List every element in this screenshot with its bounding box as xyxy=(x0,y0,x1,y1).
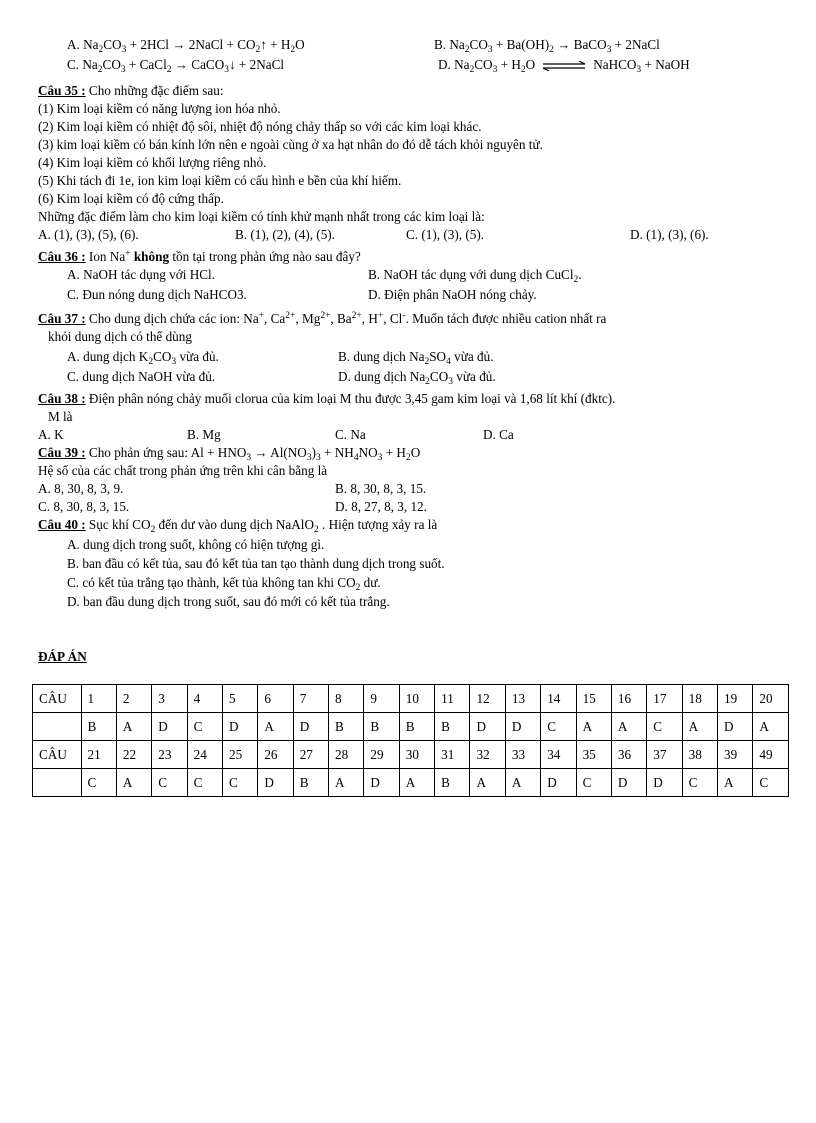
answer-number-cell: 6 xyxy=(258,685,293,713)
answer-number-cell: 7 xyxy=(293,685,328,713)
answer-number-cell: 22 xyxy=(116,741,151,769)
q36-option-b: B. NaOH tác dụng với dung dịch CuCl$_2$. xyxy=(368,267,582,285)
q36-option-d: D. Điện phân NaOH nóng chảy. xyxy=(368,287,537,302)
answer-letter-cell: B xyxy=(435,769,470,797)
q35-item: (5) Khi tách đi 1e, ion kim loại kiềm có cấu hình e bền của khí hiếm. xyxy=(38,173,402,188)
answer-letter-cell: D xyxy=(647,769,682,797)
answer-letter-cell: C xyxy=(187,713,222,741)
answer-letter-cell: A xyxy=(718,769,753,797)
answer-letter-cell: A xyxy=(116,713,151,741)
q35-question: Những đặc điểm làm cho kim loại kiềm có tính khử mạnh nhất trong các kim loại là: xyxy=(38,209,485,224)
q36-option-a: A. NaOH tác dụng với HCl. xyxy=(67,267,215,282)
answer-number-cell: 31 xyxy=(435,741,470,769)
answer-number-cell: 38 xyxy=(682,741,717,769)
answer-letter-cell: A xyxy=(611,713,646,741)
q39-option-d: D. 8, 27, 8, 3, 12. xyxy=(335,499,427,514)
answer-number-cell: 30 xyxy=(399,741,434,769)
answer-number-cell: 29 xyxy=(364,741,399,769)
answer-empty-label xyxy=(33,713,82,741)
answer-number-cell: 2 xyxy=(116,685,151,713)
answer-letter-row xyxy=(33,713,789,741)
q38-stem-line2: M là xyxy=(48,409,73,424)
answer-letter-cell: A xyxy=(576,713,611,741)
answer-number-cell: 33 xyxy=(505,741,540,769)
q35-label: Câu 35 : xyxy=(38,83,86,98)
answer-letter-cell: C xyxy=(81,769,116,797)
q37-stem: Câu 37 : Cho dung dịch chứa các ion: Na+, $Ca^{2+}$, $Mg^{2+}$, $Ba^{2+}$, H+, Cl-. Muốn tách được nhiều cation nhất ra xyxy=(38,311,607,326)
q37-options-row2 xyxy=(38,368,790,386)
answer-number-cell: 1 xyxy=(81,685,116,713)
answer-number-cell: 18 xyxy=(682,685,717,713)
answer-number-row xyxy=(33,685,789,713)
answer-letter-cell: C xyxy=(187,769,222,797)
answer-number-cell: 37 xyxy=(647,741,682,769)
answer-letter-cell: C xyxy=(152,769,187,797)
answer-letter-row xyxy=(33,769,789,797)
answer-letter-cell: B xyxy=(329,713,364,741)
answer-letter-cell: D xyxy=(611,769,646,797)
answer-letter-cell: A xyxy=(329,769,364,797)
q37-option-c: C. dung dịch NaOH vừa đủ. xyxy=(67,369,216,384)
q35-item: (4) Kim loại kiềm có khối lượng riêng nhỏ. xyxy=(38,155,267,170)
answer-letter-cell: A xyxy=(399,769,434,797)
q35-item: (6) Kim loại kiềm có độ cứng thấp. xyxy=(38,191,224,206)
q37-option-a: A. dung dịch $K_2CO_3$ vừa đủ. xyxy=(67,349,219,367)
answer-letter-cell: A xyxy=(753,713,789,741)
answer-number-cell: 9 xyxy=(364,685,399,713)
answer-header-label: CÂU xyxy=(33,685,82,713)
answer-number-cell: 3 xyxy=(152,685,187,713)
answer-letter-cell: C xyxy=(541,713,576,741)
answer-letter-cell: D xyxy=(152,713,187,741)
q39-options-row1 xyxy=(38,480,790,498)
answer-number-cell: 35 xyxy=(576,741,611,769)
answer-letter-cell: B xyxy=(435,713,470,741)
q34-option-a: A. $Na_2CO_3 + 2HCl$ → 2NaCl + $CO_2↑ + H_2O$ xyxy=(67,37,305,55)
answer-letter-cell: C xyxy=(576,769,611,797)
answer-number-cell: 34 xyxy=(541,741,576,769)
q35-item: (1) Kim loại kiềm có năng lượng ion hóa nhỏ. xyxy=(38,101,281,116)
answer-letter-cell: A xyxy=(258,713,293,741)
q35-option-a: A. (1), (3), (5), (6). xyxy=(38,227,139,242)
answer-number-cell: 24 xyxy=(187,741,222,769)
answer-number-cell: 27 xyxy=(293,741,328,769)
answer-number-cell: 8 xyxy=(329,685,364,713)
q35-option-c: C. (1), (3), (5). xyxy=(406,227,485,242)
answer-number-cell: 23 xyxy=(152,741,187,769)
answer-number-cell: 13 xyxy=(505,685,540,713)
exam-page xyxy=(38,36,790,790)
q40-label: Câu 40 : xyxy=(38,517,86,532)
answer-number-cell: 21 xyxy=(81,741,116,769)
q36-options-row2 xyxy=(38,286,790,304)
answer-letter-cell: C xyxy=(222,769,257,797)
q36-option-c: C. Đun nóng dung dịch NaHCO3. xyxy=(67,287,247,302)
answer-header-label: CÂU xyxy=(33,741,82,769)
q35-item: (2) Kim loại kiềm có nhiệt độ sôi, nhiệt độ nóng chảy thấp so với các kim loại khác. xyxy=(38,119,482,134)
q34-option-d: D. $Na_2CO_3 + H_2O$ NaHCO$_3$ + NaOH xyxy=(438,57,690,75)
answer-number-cell: 16 xyxy=(611,685,646,713)
q39-option-c: C. 8, 30, 8, 3, 15. xyxy=(38,499,130,514)
q39-label: Câu 39 : xyxy=(38,445,86,460)
answer-number-cell: 11 xyxy=(435,685,470,713)
q40-option-c: C. có kết tủa trắng tạo thành, kết tủa không tan khi $CO_2$ dư. xyxy=(67,575,381,593)
q40-option-b: B. ban đầu có kết tủa, sau đó kết tủa tan tạo thành dung dịch trong suốt. xyxy=(67,556,445,571)
q40-stem: Câu 40 : Sục khí $CO_2$ đến dư vào dung dịch NaAlO$_2$ . Hiện tượng xảy ra là xyxy=(38,517,438,535)
answer-number-cell: 19 xyxy=(718,685,753,713)
answer-number-cell: 49 xyxy=(753,741,789,769)
answer-number-row xyxy=(33,741,789,769)
q35-item: (3) kim loại kiềm có bán kính lớn nên e ngoài cùng ở xa hạt nhân do đó dễ tách khỏi nguyên tử. xyxy=(38,137,543,152)
answer-letter-cell: D xyxy=(718,713,753,741)
answer-number-cell: 39 xyxy=(718,741,753,769)
answer-letter-cell: A xyxy=(116,769,151,797)
answer-letter-cell: D xyxy=(470,713,505,741)
q34-option-b: B. $Na_2CO_3 + Ba(OH)_2$ → BaCO$_3$ + 2NaCl xyxy=(434,37,660,55)
answer-letter-cell: D xyxy=(505,713,540,741)
q39-option-a: A. 8, 30, 8, 3, 9. xyxy=(38,481,124,496)
equilibrium-arrow-icon xyxy=(541,61,587,71)
answer-letter-cell: D xyxy=(258,769,293,797)
q35-options xyxy=(38,226,790,244)
answer-number-cell: 15 xyxy=(576,685,611,713)
answer-letter-cell: B xyxy=(399,713,434,741)
answer-number-cell: 36 xyxy=(611,741,646,769)
q37-option-b: B. dung dịch $Na_2SO_4$ vừa đủ. xyxy=(338,349,494,367)
answer-letter-cell: D xyxy=(364,769,399,797)
answer-letter-cell: D xyxy=(541,769,576,797)
q37-options-row1 xyxy=(38,348,790,366)
answer-letter-cell: D xyxy=(222,713,257,741)
q39-question: Hệ số của các chất trong phản ứng trên khi cân bằng là xyxy=(38,463,328,478)
q39-options-row2 xyxy=(38,498,790,516)
q38-label: Câu 38 : xyxy=(38,391,86,406)
q35-option-b: B. (1), (2), (4), (5). xyxy=(235,227,335,242)
answer-key-title: ĐÁP ÁN xyxy=(38,649,87,664)
q37-label: Câu 37 : xyxy=(38,311,86,326)
answer-letter-cell: C xyxy=(647,713,682,741)
q38-options xyxy=(38,426,790,444)
q34-options-row2 xyxy=(38,56,790,74)
answer-empty-label xyxy=(33,769,82,797)
answer-letter-cell: A xyxy=(470,769,505,797)
answer-letter-cell: B xyxy=(293,769,328,797)
q36-options-row1 xyxy=(38,266,790,284)
q34-options-row1 xyxy=(38,36,790,54)
q37-stem-line2: khỏi dung dịch có thể dùng xyxy=(48,329,192,344)
q39-stem: Câu 39 : Cho phản ứng sau: $Al + HNO_3 \to Al(NO_3)_3 + NH_4NO_3 + H_2O$ xyxy=(38,445,421,463)
answer-letter-cell: B xyxy=(364,713,399,741)
q38-stem: Câu 38 : Điện phân nóng chảy muối clorua của kim loại M thu được 3,45 gam kim loại và 1,68 lít khí (đktc). xyxy=(38,391,616,406)
q36-stem: Câu 36 : Ion Na+ không tồn tại trong phản ứng nào sau đây? xyxy=(38,249,361,264)
q36-label: Câu 36 : xyxy=(38,249,86,264)
q34-option-c: C. $Na_2CO_3$ + CaCl$_2$ → CaCO$_3$↓ + 2NaCl xyxy=(67,57,285,75)
answer-number-cell: 26 xyxy=(258,741,293,769)
answer-letter-cell: C xyxy=(682,769,717,797)
answer-number-cell: 32 xyxy=(470,741,505,769)
q38-option-c: C. Na xyxy=(335,427,366,442)
q38-option-a: A. K xyxy=(38,427,64,442)
answer-number-cell: 25 xyxy=(222,741,257,769)
answer-number-cell: 12 xyxy=(470,685,505,713)
answer-key-table xyxy=(32,684,789,797)
answer-number-cell: 28 xyxy=(329,741,364,769)
answer-letter-cell: A xyxy=(682,713,717,741)
q38-option-d: D. Ca xyxy=(483,427,514,442)
q39-option-b: B. 8, 30, 8, 3, 15. xyxy=(335,481,427,496)
answer-number-cell: 17 xyxy=(647,685,682,713)
answer-number-cell: 4 xyxy=(187,685,222,713)
answer-number-cell: 20 xyxy=(753,685,789,713)
answer-number-cell: 14 xyxy=(541,685,576,713)
q35-stem: Câu 35 : Cho những đặc điểm sau: xyxy=(38,83,224,98)
answer-number-cell: 10 xyxy=(399,685,434,713)
q40-option-d: D. ban đầu dung dịch trong suốt, sau đó mới có kết tủa trắng. xyxy=(67,594,390,609)
answer-letter-cell: C xyxy=(753,769,789,797)
q37-option-d: D. dung dịch $Na_2CO_3$ vừa đủ. xyxy=(338,369,496,387)
q40-option-a: A. dung dịch trong suốt, không có hiện tượng gì. xyxy=(67,537,325,552)
answer-letter-cell: B xyxy=(81,713,116,741)
q38-option-b: B. Mg xyxy=(187,427,221,442)
answer-number-cell: 5 xyxy=(222,685,257,713)
answer-letter-cell: D xyxy=(293,713,328,741)
q35-option-d: D. (1), (3), (6). xyxy=(630,227,709,242)
answer-letter-cell: A xyxy=(505,769,540,797)
